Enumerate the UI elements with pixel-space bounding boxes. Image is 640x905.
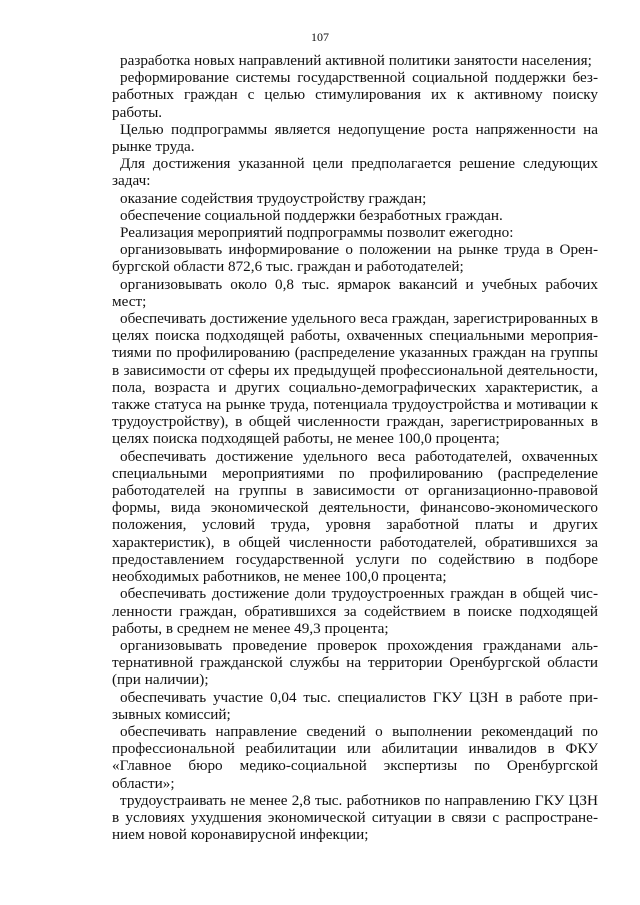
page-number: 107 <box>311 30 329 44</box>
paragraph: обеспечивать достижение удельного веса работодателей, охваченных специальными мероприятиями по профилированию (распределение работодателей на группы в зависимости от организационно-правовой формы, вида экономической деятельности, финансово-экономического положения, условий труда, уровня заработной платы и других характеристик), в общей численности работодателей, обратившихся за предоставлением государственной услуги по содействию в подборе необходимых работников, не менее 100,0 процента; <box>112 447 598 586</box>
paragraph: обеспечение социальной поддержки безработных граждан. <box>120 206 503 224</box>
paragraph: организовывать информирование о положении на рынке труда в Оренбургской области 872,6 тыс. граждан и работодателей; <box>112 241 598 276</box>
paragraph: обеспечивать направление сведений о выполнении рекомендаций по профессиональной реабилитации или абилитации инвалидов в ФКУ «Главное бюро медико-социальной экспертизы по Оренбургской области»; <box>112 722 598 792</box>
paragraph: обеспечивать участие 0,04 тыс. специалистов ГКУ ЦЗН в работе призывных комиссий; <box>112 688 598 723</box>
paragraph: разработка новых направлений активной политики занятости населения; <box>120 52 592 69</box>
paragraph: организовывать около 0,8 тыс. ярмарок вакансий и учебных рабочих мест; <box>112 275 598 310</box>
paragraph: обеспечивать достижение доли трудоустроенных граждан в общей численности граждан, обратившихся за содействием в поиске подходящей работы, в среднем не менее 49,3 процента; <box>112 585 598 637</box>
body-text <box>112 52 598 843</box>
paragraph: организовывать проведение проверок прохождения гражданами альтернативной гражданской службы на территории Оренбургской области (при наличии); <box>112 636 598 689</box>
paragraph: Для достижения указанной цели предполагается решение следующих задач: <box>112 155 598 190</box>
paragraph: Целью подпрограммы является недопущение роста напряженности на рынке труда. <box>112 120 598 156</box>
paragraph: обеспечивать достижение удельного веса граждан, зарегистрированных в целях поиска подходящей работы, охваченных специальными мероприятиями по профилированию (распределение указанных граждан на группы в зависимости от сферы их предыдущей профессиональной деятельности, пола, возраста и других социально-демографических характеристик, а также статуса на рынке труда, потенциала трудоустройства и мотивации к трудоустройству), в общей численности граждан, зарегистрированных в целях поиска подходящей работы, не менее 100,0 процента; <box>112 310 598 448</box>
paragraph: реформирование системы государственной социальной поддержки безработных граждан с целью стимулирования их к активному поиску работы. <box>112 69 598 121</box>
paragraph: Реализация мероприятий подпрограммы позволит ежегодно: <box>120 224 514 242</box>
paragraph: оказание содействия трудоустройству граждан; <box>120 189 427 207</box>
paragraph: трудоустраивать не менее 2,8 тыс. работников по направлению ГКУ ЦЗН в условиях ухудшения экономической ситуации в связи с распространением новой коронавирусной инфекции; <box>112 791 598 844</box>
